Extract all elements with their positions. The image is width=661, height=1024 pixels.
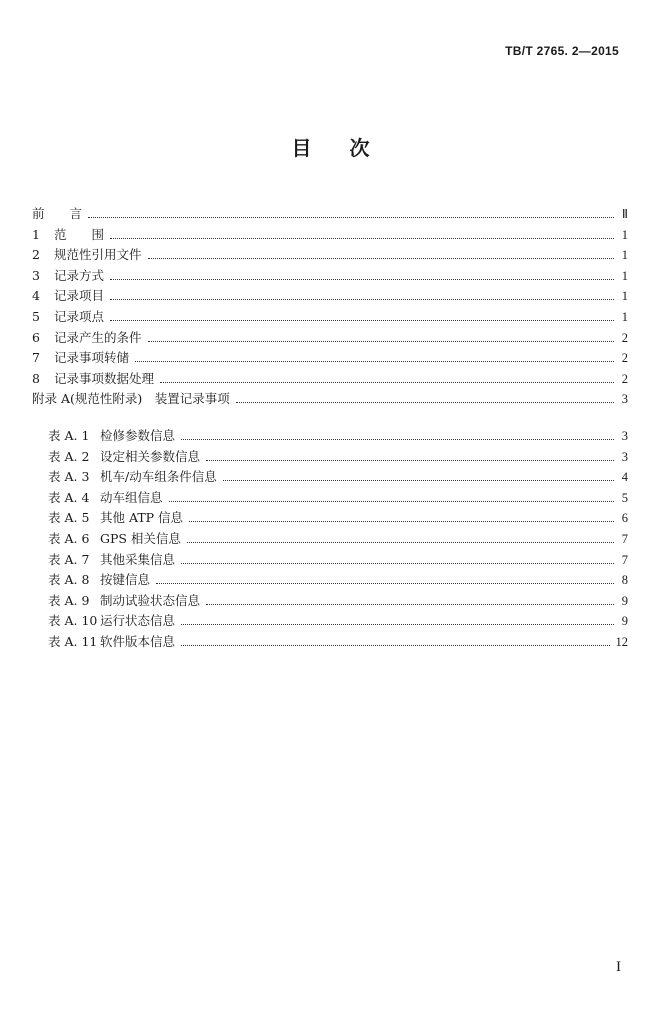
table-list-entry[interactable]	[48, 611, 628, 632]
table-list-entry-label: 其他 ATP 信息	[100, 510, 184, 526]
table-list-entry-label: 软件版本信息	[100, 633, 176, 649]
table-list-entry-number: 表 A. 9	[48, 592, 90, 608]
page-number: I	[616, 959, 621, 975]
toc-entry-label: 记录事项转储	[54, 350, 130, 366]
table-list-entry-number: 表 A. 3	[48, 469, 90, 485]
dot-leader	[223, 480, 614, 481]
toc-entry-number: 3	[32, 267, 40, 283]
toc-main-list	[32, 204, 628, 410]
dot-leader	[160, 382, 614, 383]
table-list-entry-label: 运行状态信息	[100, 613, 176, 629]
toc-entry-label: 规范性引用文件	[54, 247, 142, 263]
dot-leader	[236, 402, 614, 403]
dot-leader	[110, 320, 614, 321]
toc-entry-page: 3	[621, 392, 628, 407]
toc-entry-label: 记录项目	[54, 288, 105, 304]
toc-entry[interactable]	[32, 225, 628, 246]
toc-entry[interactable]	[32, 204, 628, 225]
page-title: 目次	[291, 136, 408, 160]
table-list-entry-label: 动车组信息	[100, 489, 163, 505]
table-list-entry-label: 检修参数信息	[100, 427, 176, 443]
toc-tables-list	[32, 426, 628, 653]
toc-entry-number: 4	[32, 288, 40, 304]
toc-entry-number: 6	[32, 329, 40, 345]
table-list-entry-number: 表 A. 8	[48, 572, 90, 588]
table-list-entry-number: 表 A. 10	[48, 613, 98, 629]
dot-leader	[206, 604, 614, 605]
table-list-entry[interactable]	[48, 591, 628, 612]
table-list-entry-page: 8	[621, 573, 628, 588]
toc-entry-page: 1	[621, 248, 628, 263]
dot-leader	[148, 258, 614, 259]
table-list-entry-page: 9	[621, 593, 628, 608]
table-list-entry-label: 其他采集信息	[100, 551, 176, 567]
toc-entry-number: 5	[32, 308, 40, 324]
dot-leader	[88, 217, 614, 218]
toc-entry-label: 前 言	[32, 206, 83, 221]
toc-entry-page: 1	[621, 309, 628, 324]
table-list-entry[interactable]	[48, 529, 628, 550]
toc-entry[interactable]	[32, 348, 628, 369]
table-list-entry-page: 7	[621, 552, 628, 567]
table-list-entry[interactable]	[48, 508, 628, 529]
dot-leader	[169, 501, 614, 502]
dot-leader	[148, 341, 614, 342]
table-list-entry-number: 表 A. 11	[48, 633, 98, 649]
table-list-entry-page: 6	[621, 511, 628, 526]
toc-entry-number: 1	[32, 226, 40, 242]
table-list-entry-page: 3	[621, 428, 628, 443]
table-list-entry[interactable]	[48, 447, 628, 468]
table-list-entry[interactable]	[48, 467, 628, 488]
table-list-entry-number: 表 A. 4	[48, 489, 90, 505]
table-list-entry-page: 9	[621, 614, 628, 629]
table-list-entry-number: 表 A. 5	[48, 510, 90, 526]
dot-leader	[206, 460, 614, 461]
dot-leader	[181, 439, 614, 440]
table-list-entry[interactable]	[48, 570, 628, 591]
dot-leader	[156, 583, 614, 584]
table-list-entry-page: 7	[621, 531, 628, 546]
toc-entry-label: 记录项点	[54, 308, 105, 324]
standard-code: TB/T 2765. 2—2015	[505, 44, 619, 58]
table-list-entry-number: 表 A. 6	[48, 530, 90, 546]
table-list-entry-number: 表 A. 1	[48, 427, 90, 443]
toc-entry[interactable]	[32, 307, 628, 328]
toc-entry-page: 1	[621, 289, 628, 304]
toc-entry-number: 7	[32, 350, 40, 366]
toc-entry-number: 8	[32, 370, 40, 386]
table-list-entry-page: 3	[621, 449, 628, 464]
table-list-entry[interactable]	[48, 426, 628, 447]
toc-entry[interactable]	[32, 266, 628, 287]
dot-leader	[110, 279, 614, 280]
toc-entry-number: 2	[32, 247, 40, 263]
toc-entry-page: 1	[621, 268, 628, 283]
dot-leader	[181, 563, 614, 564]
dot-leader	[189, 521, 614, 522]
table-list-entry-number: 表 A. 7	[48, 551, 90, 567]
toc-entry-label: 附录 A(规范性附录) 装置记录事项	[32, 391, 230, 407]
toc-entry-page: 2	[621, 371, 628, 386]
dot-leader	[181, 645, 609, 646]
toc-entry-page: 1	[621, 227, 628, 242]
table-list-entry[interactable]	[48, 550, 628, 571]
dot-leader	[110, 238, 614, 239]
table-list-entry-label: 按键信息	[100, 572, 151, 588]
toc-entry-page: Ⅱ	[621, 207, 628, 221]
table-list-entry-page: 5	[621, 490, 628, 505]
table-list-entry-label: 设定相关参数信息	[100, 448, 201, 464]
toc-entry-label: 记录方式	[54, 267, 105, 283]
table-list-entry-label: 机车/动车组条件信息	[100, 469, 217, 485]
toc-entry[interactable]	[32, 389, 628, 410]
table-list-entry[interactable]	[48, 488, 628, 509]
toc-entry-label: 范 围	[54, 226, 105, 242]
table-list-entry-page: 4	[621, 470, 628, 485]
toc-entry[interactable]	[32, 245, 628, 266]
table-of-contents	[32, 204, 628, 652]
toc-entry[interactable]	[32, 369, 628, 390]
toc-entry[interactable]	[32, 286, 628, 307]
dot-leader	[135, 361, 614, 362]
table-list-entry-page: 12	[615, 634, 628, 649]
toc-entry-label: 记录产生的条件	[54, 329, 142, 345]
dot-leader	[181, 624, 614, 625]
table-list-entry-label: 制动试验状态信息	[100, 592, 201, 608]
dot-leader	[110, 299, 614, 300]
toc-entry-label: 记录事项数据处理	[54, 370, 155, 386]
toc-entry-page: 2	[621, 351, 628, 366]
table-list-entry[interactable]	[48, 632, 628, 653]
dot-leader	[187, 542, 614, 543]
table-list-entry-number: 表 A. 2	[48, 448, 90, 464]
table-list-entry-label: GPS 相关信息	[100, 530, 181, 546]
toc-entry[interactable]	[32, 328, 628, 349]
toc-entry-page: 2	[621, 330, 628, 345]
